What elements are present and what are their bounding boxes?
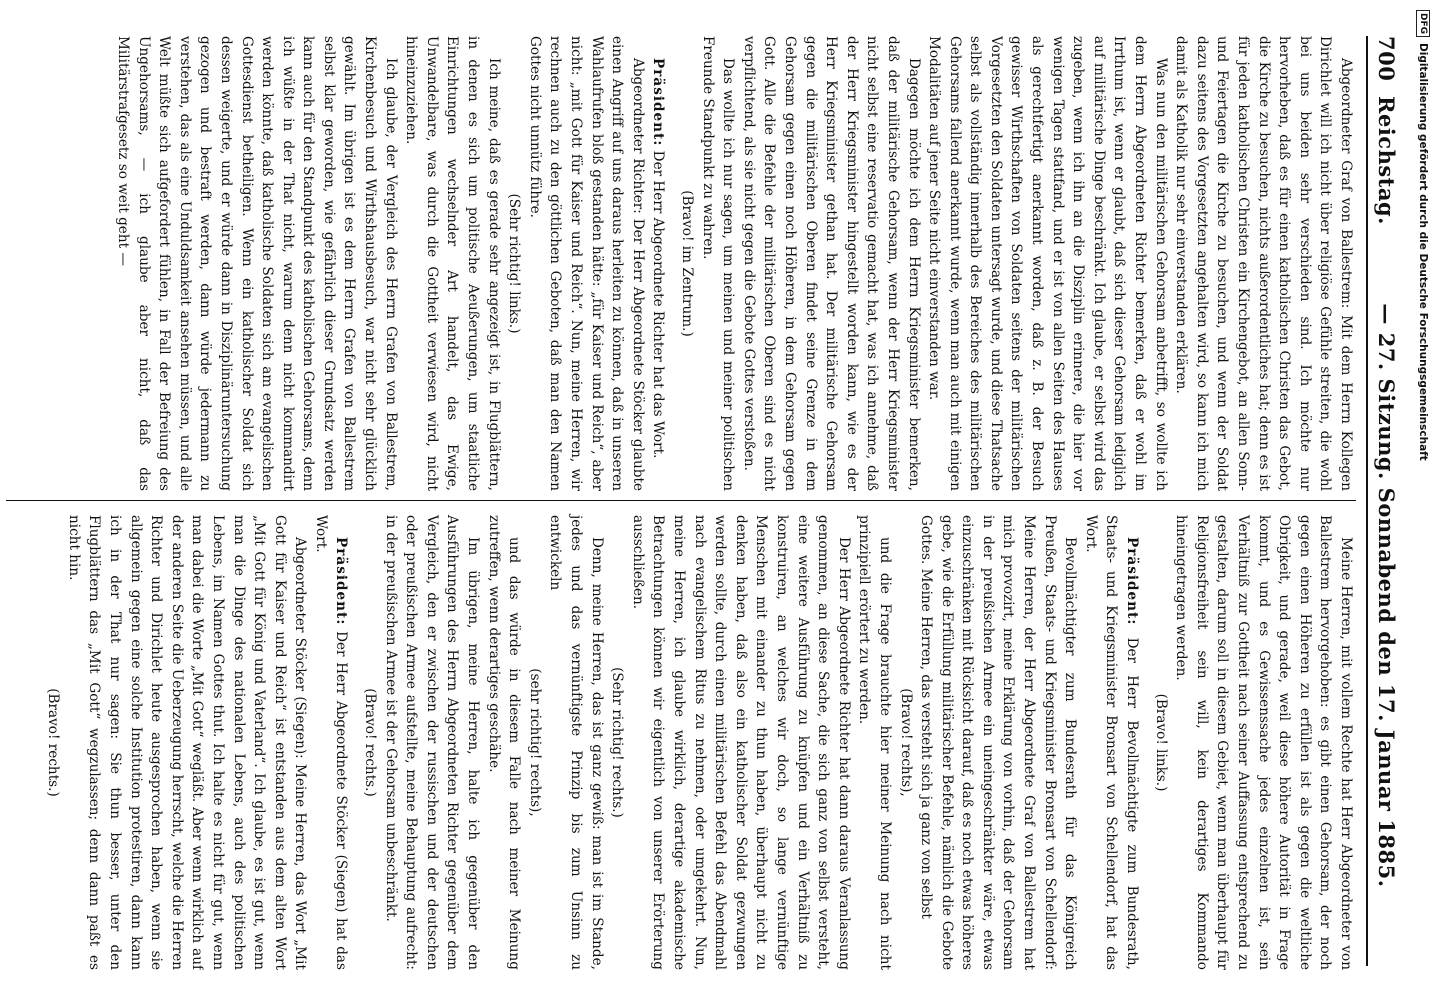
paragraph-text: (sehr richtig! rechts), [526, 668, 543, 817]
paragraph [697, 36, 738, 491]
interjection [676, 36, 697, 491]
paragraph-text: (Bravo! rechts), [897, 688, 914, 797]
paragraph-text: Im übrigen, meine Herren, halte ich gegenüber den Ausführungen des Herrn Abgeordneten Richter gegenüber dem Vergleich, den er zwischen der russischen und der deutschen oder preußischen Armee aufstellte, meine Behauptung aufrecht: in der preußischen Armee ist der Gehorsam unbeschränkt. [382, 515, 482, 970]
page-number: 700 [1374, 36, 1399, 82]
speaker-label: Präsident: [1124, 537, 1141, 626]
paragraph [924, 36, 1171, 491]
paragraph [483, 515, 524, 970]
paragraph-text: Denn, meine Herren, das ist ganz gewiß: man ist im Stande, jedes und das vernünftigste Prinzip bis zum Unsinn zu entwickeln [547, 515, 605, 970]
paragraph-text: Der Herr Abgeordnete Richter hat das Wort. [650, 150, 667, 459]
interjection [607, 515, 628, 970]
dfg-logo: DFG [1416, 10, 1430, 37]
right-column [6, 500, 1356, 970]
interjection [504, 36, 525, 491]
header-left-title: Reichstag. [1374, 96, 1399, 225]
paragraph [310, 515, 351, 970]
paragraph [401, 36, 504, 491]
speaker-label: Präsident: [333, 537, 350, 626]
paragraph-text: Der Herr Abgeordnete Stöcker (Siegen) hat das Wort. [312, 515, 350, 970]
paragraph-text: (Sehr richtig! rechts.) [609, 667, 626, 818]
paragraph-text: Bevollmächtigter zum Bundesrath für das Königreich Preußen, Staats- und Kriegsminister Bronsart von Schellendorf: Meine Herren, der Herr Abgeordnete Graf von Ballestrem hat mich provozirt, meine Erklärung von vorhin, daß der Gehorsam in der preußischen Armee ein uneingeschränkter wäre, etwas einzuschränken mit Rücksicht darauf, daß es noch etwas höheres gebe, wie die Erfüllung militärischer Befehle, nämlich die Gebote Gottes. Meine Herren, das versteht sich ja ganz von selbst [918, 515, 1079, 970]
paragraph [1171, 515, 1356, 970]
paragraph [627, 515, 854, 970]
interjection [360, 515, 381, 970]
paragraph [380, 515, 483, 970]
paragraph-text: Ich meine, daß es gerade sehr angezeigt ist, in Flugblättern, in denen es sich um politische Aeußerungen, um staatliche Einrichtungen wechselnder Art handelt, das Ewige, Unwandelbare, was durch die Gottheit verwiesen wird, nicht hineinzuziehen. [403, 36, 502, 491]
paragraph-text: Der Herr Bevollmächtigte zum Bundesrath, Staats- und Kriegsminister Bronsart von Schellendorf, hat das Wort. [1082, 515, 1141, 970]
paragraph [916, 515, 1081, 970]
paragraph-text: (Sehr richtig! links.) [506, 193, 523, 334]
paragraph [648, 36, 669, 491]
paragraph-text: Ich glaube, der Vergleich des Herrn Grafen von Ballestrem, Kirchenbesuch und Wirthshausbesuch, war nicht sehr glücklich gewählt. Im übrigen ist es dem Herrn Grafen von Ballestrem selbst klar geworden, wie gefährlich dieser Grundsatz werden kann auch für den Standpunkt des katholischen Gehorsams, denn ich wüßte in der That nicht, warum denn nicht kommandirt werden könnte, daß katholische Soldaten sich am evangelischen Gottesdienst betheiligen. Wenn ein katholischer Soldat sich dessen weigerte, und er würde dann in Disziplinäruntersuchung gezogen und bestraft werden, dann würde jedermann zu verstehen, das als eine Unduldsamkeit ansehen müssen, und alle Welt müßte sich aufgefordert fühlen, in Fall der Befreiung des Ungehorsams, — ich glaube aber nicht, daß das Militärstrafgesetz so weit geht — [114, 36, 399, 491]
paragraph-text: Abgeordneter Stöcker (Siegen): Meine Herren, das Wort „Mit Gott für Kaiser und Reich“ ist entstanden aus dem alten Wort „Mit Gott für König und Vaterland“. Ich glaube, es ist gut, wenn man die Dinge des nationalen Lebens, auch des politischen Lebens, im Namen Gottes thut. Ich halte es nicht für gut, wenn man dabei die Worte „Mit Gott“ wegläßt. Aber wenn wirklich auf der anderen Seite die Ueberzeugung herrscht, welche die Herren Richter und Dirichlet heute ausgesprochen haben, wenn sie allgemein gegen eine solche Institution protestiren, dann kann ich in der That nur sagen: Sie thun besser, unter den Flugblättern das „Mit Gott“ wegzulassen; denn dann paßt es nicht hin. [65, 515, 309, 970]
paragraph-text: Abgeordneter Graf von Ballestrem: Mit dem Herrn Kollegen Dirichlet will ich nicht über religiöse Gefühle streiten, die wohl bei uns beiden sehr verschieden sind. Ich möchte nur hervorheben, daß es für einen katholischen Christen das Gebot, die Kirche zu besuchen, nichts außerordentliches hat; denn es ist für jeden katholischen Christen ein Kirchengebot, an allen Sonn- und Feiertagen die Kirche zu besuchen, und wenn der Soldat dazu seitens des Vorgesetzten angehalten wird, so kann ich mich damit als Katholik nur sehr einverstanden erklären. [1173, 36, 1354, 491]
paragraph-text: Das wollte ich nur sagen, um meinen und meiner politischen Freunde Standpunkt zu wahren. [699, 36, 737, 491]
paragraph-text: und das würde in diesem Falle nach meiner Meinung zutreffen, wenn derartiges geschähe. [485, 515, 523, 970]
paragraph-text: (Bravo! rechts.) [362, 688, 379, 797]
speaker-label: Präsident: [650, 58, 667, 147]
paragraph [545, 515, 607, 970]
left-column [6, 36, 1356, 491]
paragraph [63, 515, 310, 970]
interjection [524, 515, 545, 970]
paragraph-text: und die Frage brauchte hier meiner Meinung nach nicht prinzipiell erörtert zu werden. [856, 515, 893, 970]
paragraph-text: (Bravo! links.) [1152, 693, 1169, 792]
paragraph [854, 515, 895, 970]
paragraph [738, 36, 923, 491]
header-center-title: — 27. Sitzung. Sonnabend den 17. Januar 1885. [1374, 303, 1399, 888]
paragraph [112, 36, 400, 491]
paragraph-text: (Bravo! im Zentrum.) [679, 190, 695, 337]
interjection [43, 515, 64, 970]
interjection [1150, 515, 1171, 970]
page-header [1366, 36, 1410, 966]
paragraph-text: Der Herr Abgeordnete Richter hat dann daraus Veranlassung genommen, an diese Sache, die sich ganz von selbst versteht, eine weitere Ausführung zu knüpfen und ein Verhältniß zu konstruiren, an welches wir doch, so lange vernünftige Menschen mit einander zu thun haben, überhaupt nicht zu denken haben, daß also ein katholischer Soldat gezwungen werden sollte, durch einen militärischen Befehl das Abendmahl nach evangelischem Ritus zu nehmen, oder umgekehrt. Nun, meine Herren, ich glaube wirklich, derartige akademische Betrachtungen können wir eigentlich von unserer Erörterung ausschließen. [629, 515, 852, 970]
digitization-credit [1415, 10, 1431, 990]
paragraph [1080, 515, 1142, 970]
paragraph-text: Meine Herren, mit vollem Rechte hat Herr Abgeordneter von Ballestrem hervorgehoben: es gibt einen Gehorsam, der noch gegen einen Höheren zu erfüllen ist als gegen die weltliche Obrigkeit, und gerade, weil diese höhere Autorität in Frage kommt, und es Gewissenssache jedes einzelnen ist, sein Verhältniß zur Gottheit nach seiner Auffassung entsprechend zu gestalten, darum soll in diesem Gebiet, wenn man überhaupt für Religionsfreiheit sein will, kein derartiges Kommando hineingetragen werden. [1173, 515, 1354, 970]
paragraph-text: Abgeordneter Richter: Der Herr Abgeordnete Stöcker glaubte einen Angriff auf uns daraus herleiten zu können, daß in unseren Wahlaufrufen bloß gestanden hätte: „für Kaiser und Reich“, aber nicht: „mit Gott für Kaiser und Reich“. Nun, meine Herren, wir rechnen auch zu den göttlichen Geboten, daß man den Namen Gottes nicht unnütz führe. [526, 36, 646, 491]
paragraph-text: Dagegen möchte ich dem Herrn Kriegsminister bemerken, daß der militärische Gehorsam, wenn der Herr Kriegsminister nicht selbst eine reservatio gemacht hat, was ich annehme, daß der Herr Kriegsminister hingestellt worden kann, wie es der Herr Kriegsminister gethan hat. Der militärische Gehorsam gegen die militärischen Oberen findet seine Grenze in dem Gehorsam gegen einen noch Höheren, in dem Gehorsam gegen Gott. Alle die Befehle der militärischen Oberen sind es nicht verpflichtend, als sie nicht gegen die Gebote Gottes verstoßen. [740, 36, 922, 491]
paragraph-text: (Bravo! rechts.) [45, 688, 62, 797]
paragraph-text: Was nun den militärischen Gehorsam anbetrifft, so wollte ich dem Herrn Abgeordneten Richter bemerken, daß er wohl im Irrthum ist, wenn er glaubt, daß sich dieser Gehorsam lediglich auf militärische Dinge beschränkt. Ich glaube, er selbst wird das zugeben, wenn ich ihn an die Disziplin erinnere, die hier vor wenigen Tagen stattfand, und er ist von allen Seiten des Hauses als gerechtfertigt anerkannt worden, daß z. B. der Besuch gewisser Wirthschaften von Soldaten seitens der militärischen Vorgesetzten den Soldaten untersagt wurde, und diese Thatsache selbst als vollständig innerhalb des Bereiches des militärischen Gehorsams fallend anerkannt wurde, wenn man auch mit einigen Modalitäten auf jener Seite nicht einverstanden war. [926, 36, 1169, 491]
interjection [895, 515, 916, 970]
paragraph [524, 36, 648, 491]
paragraph [1171, 36, 1356, 491]
credit-text: Digitalisierung gefördert durch die Deutsche Forschungsgemeinschaft [1417, 43, 1429, 461]
